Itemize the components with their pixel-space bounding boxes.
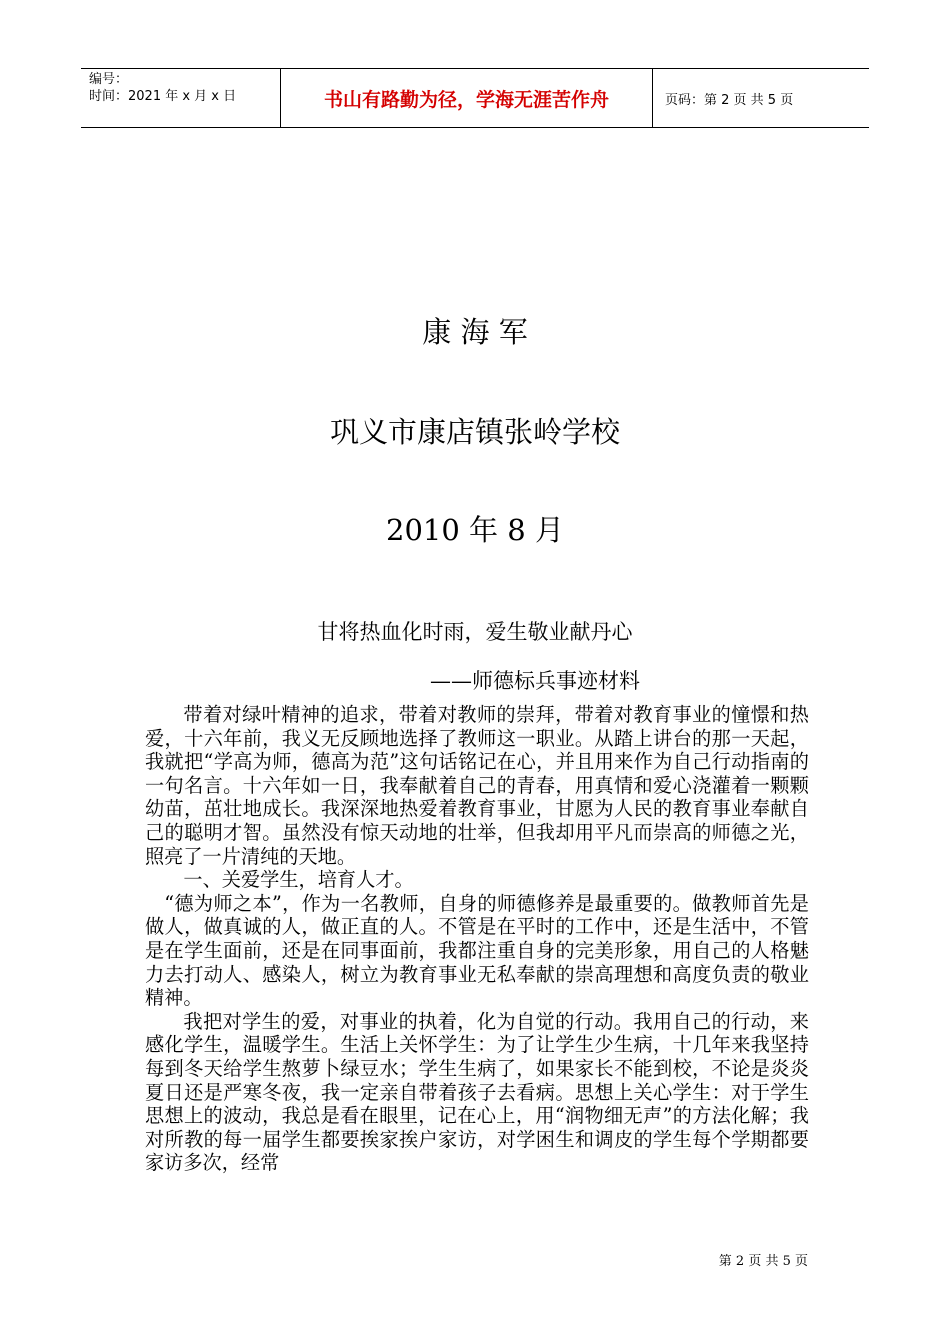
paragraph: “德为师之本”，作为一名教师，自身的师德修养是最重要的。做教师首先是做人，做真诚的人，做正直的人。不管是在平时的工作中，还是生活中，不管是在学生面前，还是在同事面前，我都注重自身的完美形象，用自己的人格魅力去打动人、感染人，树立为教育事业无私奉献的崇高理想和高度负责的敬业精神。 — [145, 891, 809, 1010]
header-meta — [81, 69, 281, 127]
school-name: 巩义市康店镇张岭学校 — [329, 415, 620, 449]
article-title: 甘将热血化时雨，爱生敬业献丹心 — [317, 620, 633, 644]
cover-date: 2010 年 8 月 — [386, 513, 564, 547]
page-footer: 第 2 页 共 5 页 — [718, 1254, 808, 1269]
article-subtitle: ——师德标兵事迹材料 — [430, 669, 640, 693]
article-body — [145, 703, 809, 1175]
header-page-info: 页码：第 2 页 共 5 页 — [665, 92, 794, 108]
document-number-label: 编号： — [89, 72, 129, 87]
section-heading: 一、关爱学生，培育人才。 — [183, 868, 414, 892]
paragraph: 带着对绿叶精神的追求，带着对教师的崇拜，带着对教育事业的憧憬和热爱，十六年前，我义无反顾地选择了教师这一职业。从踏上讲台的那一天起，我就把“学高为师，德高为范”这句话铭记在心，并且用来作为自己行动指南的一句名言。十六年如一日，我奉献着自己的青春，用真情和爱心浇灌着一颗颗幼苗，茁壮地成长。我深深地热爱着教育事业，甘愿为人民的教育事业奉献自己的聪明才智。虽然没有惊天动地的壮举，但我却用平凡而崇高的师德之光，照亮了一片清纯的天地。 — [145, 703, 809, 868]
author-name: 康 海 军 — [422, 315, 528, 349]
document-time-label: 时间：2021 年 x 月 x 日 — [89, 89, 237, 104]
header-motto: 书山有路勤为径，学海无涯苦作舟 — [281, 69, 653, 127]
paragraph: 我把对学生的爱，对事业的执着，化为自觉的行动。我用自己的行动，来感化学生，温暖学生。生活上关怀学生：为了让学生少生病，十几年来我坚持每到冬天给学生熬萝卜绿豆水；学生生病了，如果家长不能到校，不论是炎炎夏日还是严寒冬夜，我一定亲自带着孩子去看病。思想上关心学生：对于学生思想上的波动，我总是看在眼里，记在心上，用“润物细无声”的方法化解；我对所教的每一届学生都要挨家挨户家访，对学困生和调皮的学生每个学期都要家访多次，经常 — [145, 1009, 809, 1175]
page-header — [81, 68, 869, 128]
